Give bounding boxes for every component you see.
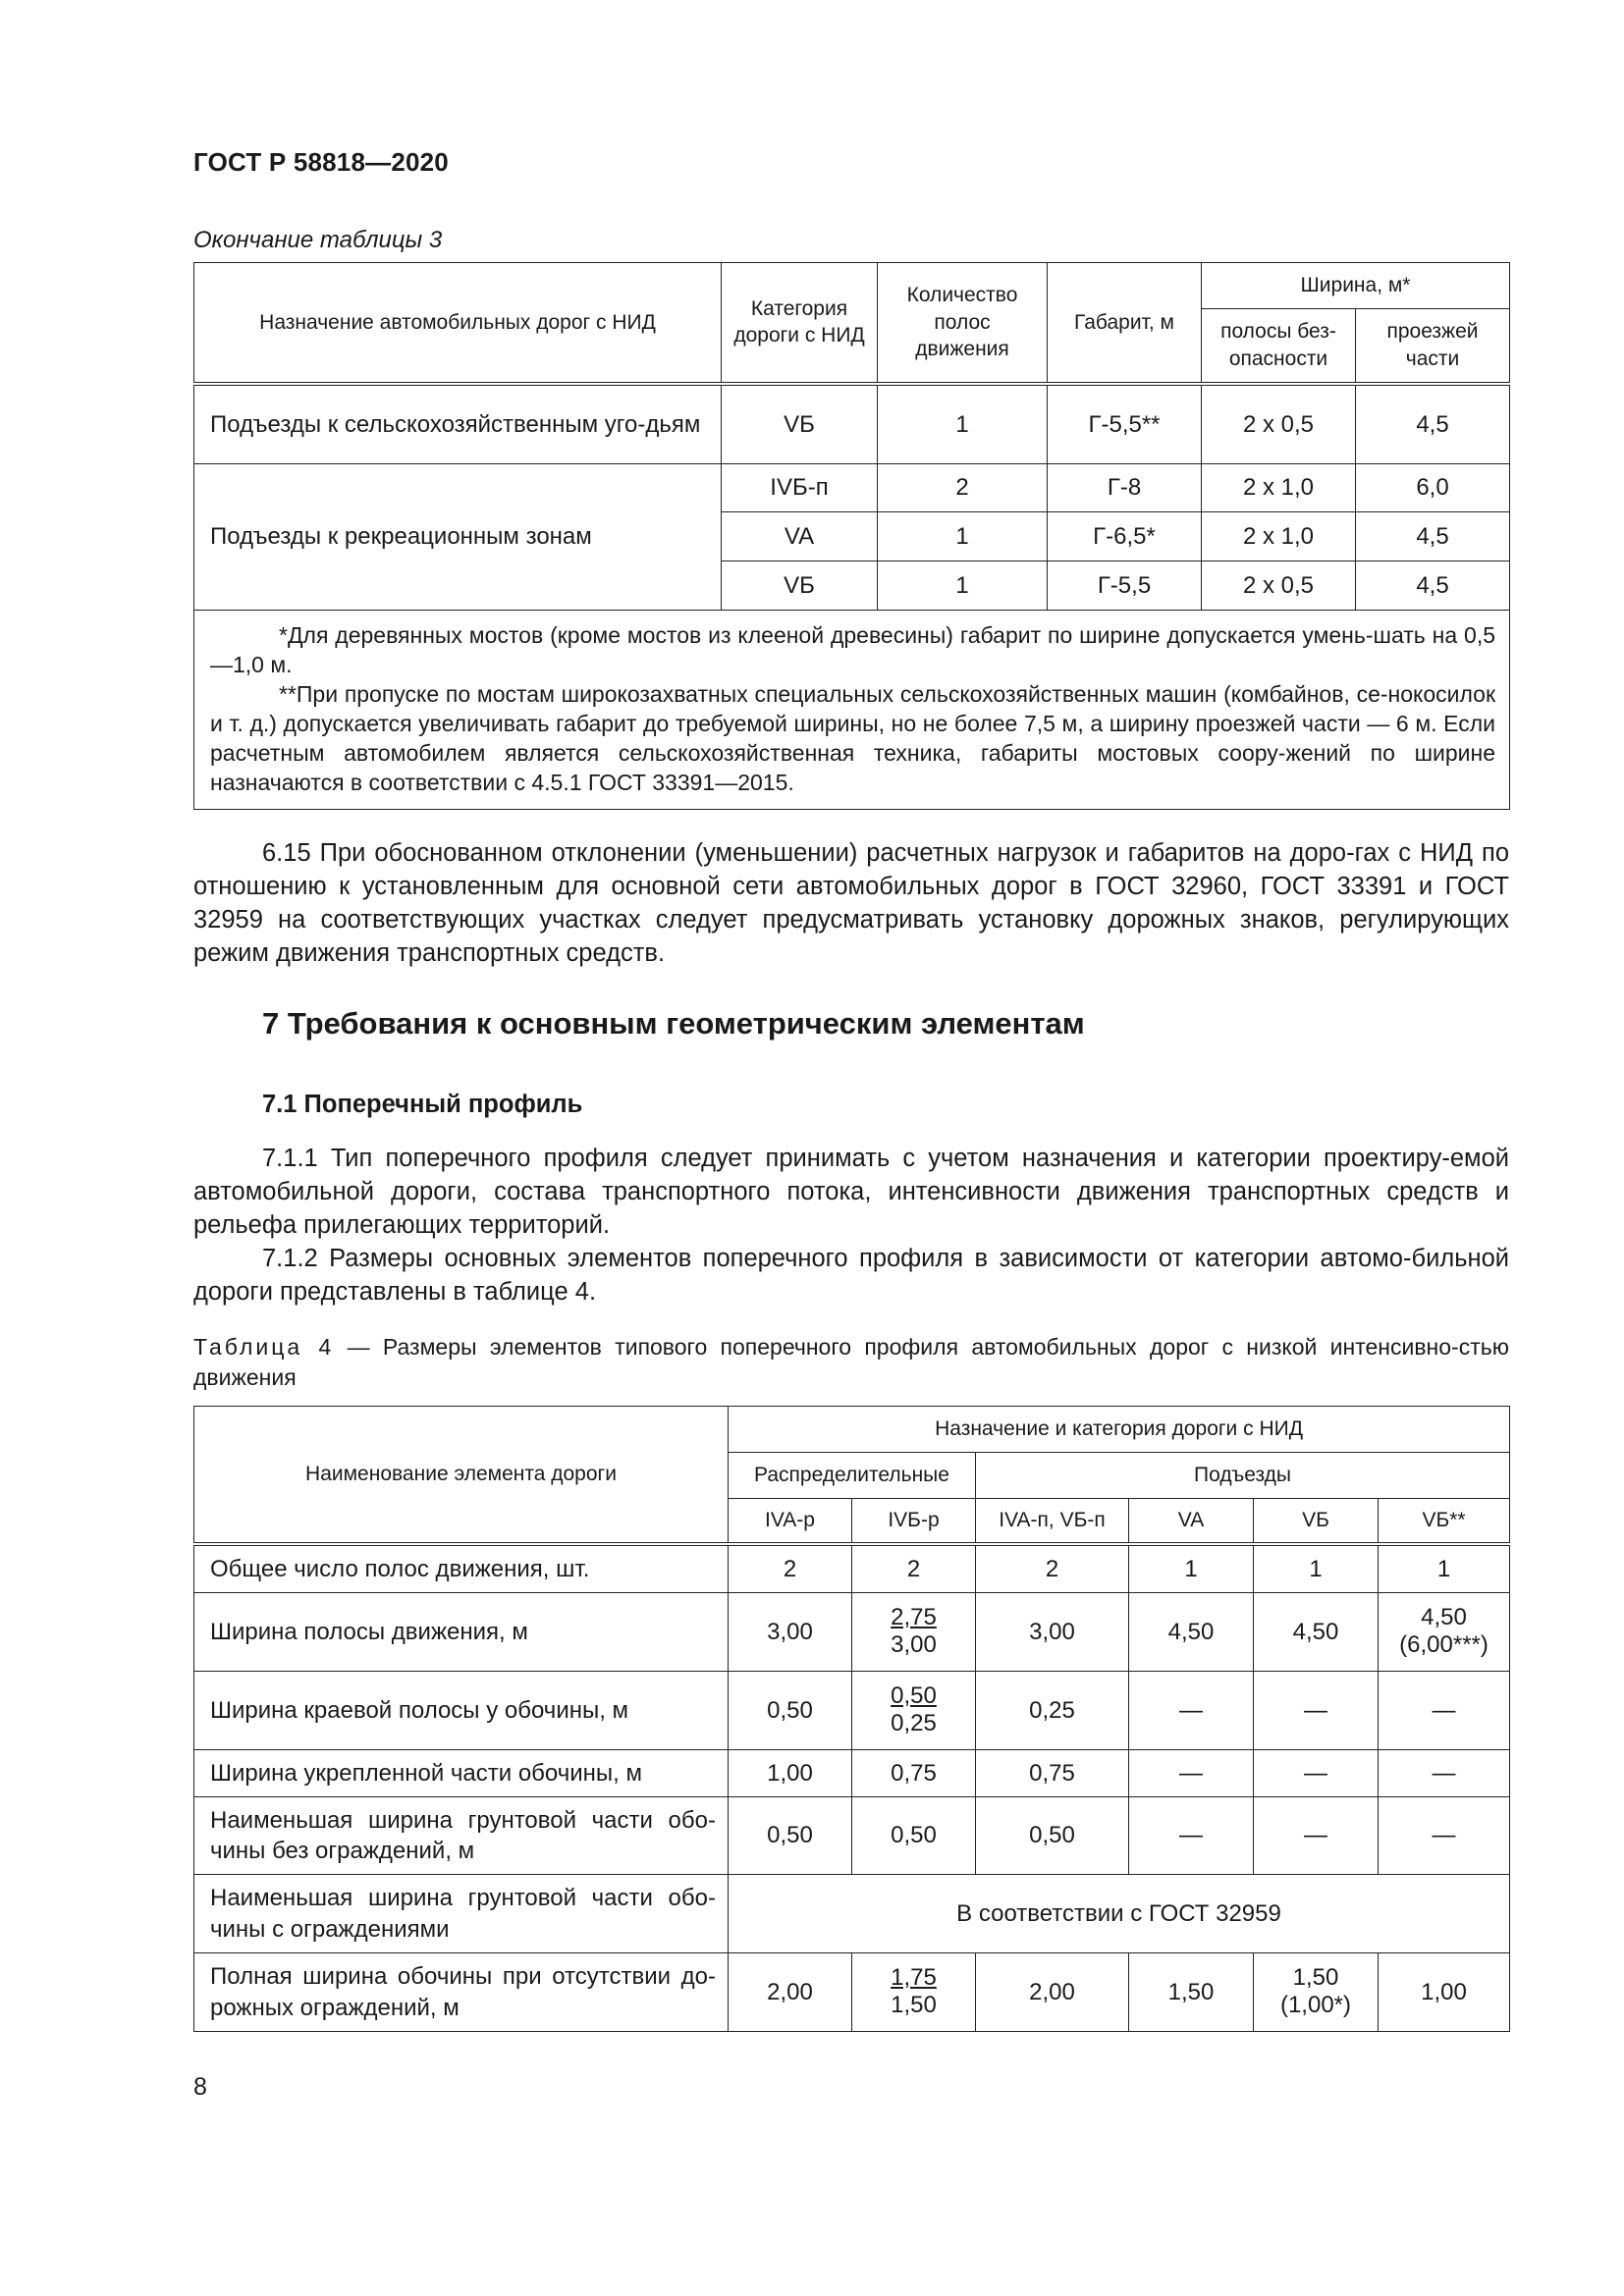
header-col-iva-p-vb-p: IVA-п, VБ-п — [976, 1499, 1129, 1544]
cell-name: Наименьшая ширина грунтовой части обо-чины с ограждениями — [194, 1875, 729, 1953]
page-number: 8 — [193, 2073, 207, 2101]
header-lanes: Количество полос движения — [878, 263, 1048, 384]
cell-value: — — [1129, 1750, 1254, 1797]
cell-value: 3,00 — [729, 1593, 852, 1672]
table-row — [194, 1953, 1510, 2032]
paragraph-7-1-2: 7.1.2 Размеры основных элементов поперечного профиля в зависимости от категории автомо-бильной дороги представлены в таблице 4. — [193, 1245, 1509, 1306]
table-row — [194, 1875, 1510, 1953]
header-purpose: Назначение автомобильных дорог с НИД — [194, 263, 722, 384]
table-row — [194, 1593, 1510, 1672]
table-row — [194, 1750, 1510, 1797]
cell-value: 1,00 — [729, 1750, 852, 1797]
cell-safety: 2 x 0,5 — [1202, 384, 1356, 464]
cell-value: 3,00 — [976, 1593, 1129, 1672]
table-note: *Для деревянных мостов (кроме мостов из клееной древесины) габарит по ширине допускается умень-шать на 0,5—1,0 м. — [210, 622, 1496, 677]
cell-value: 0,25 — [976, 1672, 1129, 1750]
header-col-ivb-r: IVБ-р — [852, 1499, 976, 1544]
cell-value: 4,50 — [1254, 1593, 1379, 1672]
paragraph-6-15 — [193, 836, 1509, 970]
table-notes-row — [194, 611, 1510, 810]
paragraph-7-1-group — [193, 1142, 1509, 1308]
table-row — [194, 384, 1510, 464]
cell-value-two-line — [1379, 1593, 1510, 1672]
cell-category: VБ — [722, 384, 878, 464]
header-element: Наименование элемента дороги — [194, 1407, 729, 1544]
table-row — [194, 1544, 1510, 1593]
cell-carriageway: 4,5 — [1356, 384, 1510, 464]
header-width: Ширина, м* — [1202, 263, 1510, 309]
value-line: 1,50 — [1292, 1963, 1339, 1991]
cell-name: Наименьшая ширина грунтовой части обо-чины без ограждений, м — [194, 1797, 729, 1875]
table-4-caption-text: — Размеры элементов типового поперечного профиля автомобильных дорог с низкой интенсивно-стью движения — [193, 1334, 1509, 1390]
cell-value: — — [1379, 1797, 1510, 1875]
cell-value-fraction — [852, 1953, 976, 2032]
fraction-denominator: 3,00 — [891, 1631, 937, 1659]
header-category: Категория дороги с НИД — [722, 263, 878, 384]
value-line: (6,00***) — [1399, 1631, 1489, 1659]
table-3 — [193, 262, 1510, 810]
header-col-vb-2: VБ** — [1379, 1499, 1510, 1544]
cell-value: — — [1254, 1750, 1379, 1797]
cell-value: — — [1379, 1750, 1510, 1797]
cell-value-two-line — [1254, 1953, 1379, 2032]
cell-clearance: Г-8 — [1048, 464, 1202, 512]
cell-value: 0,75 — [976, 1750, 1129, 1797]
cell-lanes: 1 — [878, 512, 1048, 561]
header-safety-strip: полосы без-опасности — [1202, 309, 1356, 384]
cell-value: 1 — [1129, 1544, 1254, 1593]
value-line: (1,00*) — [1279, 1992, 1352, 2019]
cell-category: IVБ-п — [722, 464, 878, 512]
cell-purpose: Подъезды к сельскохозяйственным уго-дьям — [194, 384, 722, 464]
cell-category: VБ — [722, 561, 878, 611]
header-distribution: Распределительные — [729, 1453, 976, 1499]
header-access: Подъезды — [976, 1453, 1510, 1499]
cell-safety: 2 x 1,0 — [1202, 512, 1356, 561]
table-3-continuation-caption: Окончание таблицы 3 — [193, 227, 443, 253]
cell-value: 1,50 — [1129, 1953, 1254, 2032]
table-4-label: Таблица 4 — [193, 1334, 335, 1360]
header-col-iva-r: IVA-р — [729, 1499, 852, 1544]
cell-name: Полная ширина обочины при отсутствии до-рожных ограждений, м — [194, 1953, 729, 2032]
cell-lanes: 1 — [878, 561, 1048, 611]
paragraph-text: 6.15 При обоснованном отклонении (уменьшении) расчетных нагрузок и габаритов на доро-гах с НИД по отношению к установленным для основной сети автомобильных дорог в ГОСТ 32960, ГОСТ 33391 и ГОСТ 32959 на соответствующих участках следует предусматривать установку дорожных знаков, регулирующих режим движения транспортных средств. — [193, 839, 1509, 967]
cell-value: 2 — [976, 1544, 1129, 1593]
paragraph-7-1-1: 7.1.1 Тип поперечного профиля следует принимать с учетом назначения и категории проектиру-емой автомобильной дороги, состава транспортного потока, интенсивности движения транспортных средств и рельефа прилегающих территорий. — [193, 1145, 1509, 1239]
cell-value: 1,00 — [1379, 1953, 1510, 2032]
fraction-numerator: 2,75 — [891, 1603, 937, 1630]
cell-value-fraction — [852, 1672, 976, 1750]
cell-name: Ширина укрепленной части обочины, м — [194, 1750, 729, 1797]
cell-carriageway: 4,5 — [1356, 512, 1510, 561]
section-7-1-title: 7.1 Поперечный профиль — [262, 1091, 583, 1118]
cell-name: Ширина полосы движения, м — [194, 1593, 729, 1672]
cell-carriageway: 4,5 — [1356, 561, 1510, 611]
cell-value: 2,00 — [976, 1953, 1129, 2032]
cell-value: — — [1254, 1797, 1379, 1875]
cell-value: — — [1379, 1672, 1510, 1750]
table-row — [194, 464, 1510, 512]
cell-safety: 2 x 1,0 — [1202, 464, 1356, 512]
cell-value: 0,50 — [976, 1797, 1129, 1875]
cell-value-fraction — [852, 1593, 976, 1672]
cell-merged-value: В соответствии с ГОСТ 32959 — [729, 1875, 1510, 1953]
cell-lanes: 1 — [878, 384, 1048, 464]
cell-value: 0,50 — [729, 1797, 852, 1875]
cell-value: — — [1129, 1797, 1254, 1875]
table-note: **При пропуске по мостам широкозахватных специальных сельскохозяйственных машин (комбайнов, се-нокосилок и т. д.) допускается увеличивать габарит до требуемой ширины, но не более 7,5 м, а ширину проезжей части — 6 м. Если расчетным автомобилем является сельскохозяйственная техника, габариты мостовых соору-жений по ширине назначаются в соответствии с 4.5.1 ГОСТ 33391—2015. — [210, 681, 1496, 795]
cell-value: 4,50 — [1129, 1593, 1254, 1672]
fraction-numerator: 1,75 — [891, 1963, 937, 1991]
cell-clearance: Г-5,5 — [1048, 561, 1202, 611]
cell-value: 1 — [1254, 1544, 1379, 1593]
fraction-denominator: 1,50 — [891, 1992, 937, 2019]
document-header: ГОСТ Р 58818—2020 — [193, 147, 449, 177]
cell-value: 2 — [852, 1544, 976, 1593]
table-4-caption — [193, 1332, 1509, 1393]
cell-purpose: Подъезды к рекреационным зонам — [194, 464, 722, 611]
cell-value: 2 — [729, 1544, 852, 1593]
cell-name: Общее число полос движения, шт. — [194, 1544, 729, 1593]
cell-name: Ширина краевой полосы у обочины, м — [194, 1672, 729, 1750]
value-line: 4,50 — [1421, 1603, 1467, 1630]
cell-lanes: 2 — [878, 464, 1048, 512]
cell-value: — — [1129, 1672, 1254, 1750]
table-row — [194, 1797, 1510, 1875]
cell-category: VA — [722, 512, 878, 561]
cell-value: — — [1254, 1672, 1379, 1750]
fraction-numerator: 0,50 — [891, 1682, 937, 1709]
cell-value: 0,50 — [729, 1672, 852, 1750]
header-purpose-category: Назначение и категория дороги с НИД — [729, 1407, 1510, 1453]
header-col-vb: VБ — [1254, 1499, 1379, 1544]
header-col-va: VA — [1129, 1499, 1254, 1544]
table-3-notes — [194, 611, 1510, 810]
section-7-title: 7 Требования к основным геометрическим элементам — [262, 1006, 1085, 1041]
header-carriageway: проезжей части — [1356, 309, 1510, 384]
cell-value: 1 — [1379, 1544, 1510, 1593]
header-clearance: Габарит, м — [1048, 263, 1202, 384]
table-4 — [193, 1406, 1510, 2032]
cell-carriageway: 6,0 — [1356, 464, 1510, 512]
cell-safety: 2 x 0,5 — [1202, 561, 1356, 611]
cell-clearance: Г-5,5** — [1048, 384, 1202, 464]
table-row — [194, 1672, 1510, 1750]
cell-value: 0,75 — [852, 1750, 976, 1797]
cell-value: 0,50 — [852, 1797, 976, 1875]
cell-clearance: Г-6,5* — [1048, 512, 1202, 561]
fraction-denominator: 0,25 — [891, 1710, 937, 1737]
cell-value: 2,00 — [729, 1953, 852, 2032]
